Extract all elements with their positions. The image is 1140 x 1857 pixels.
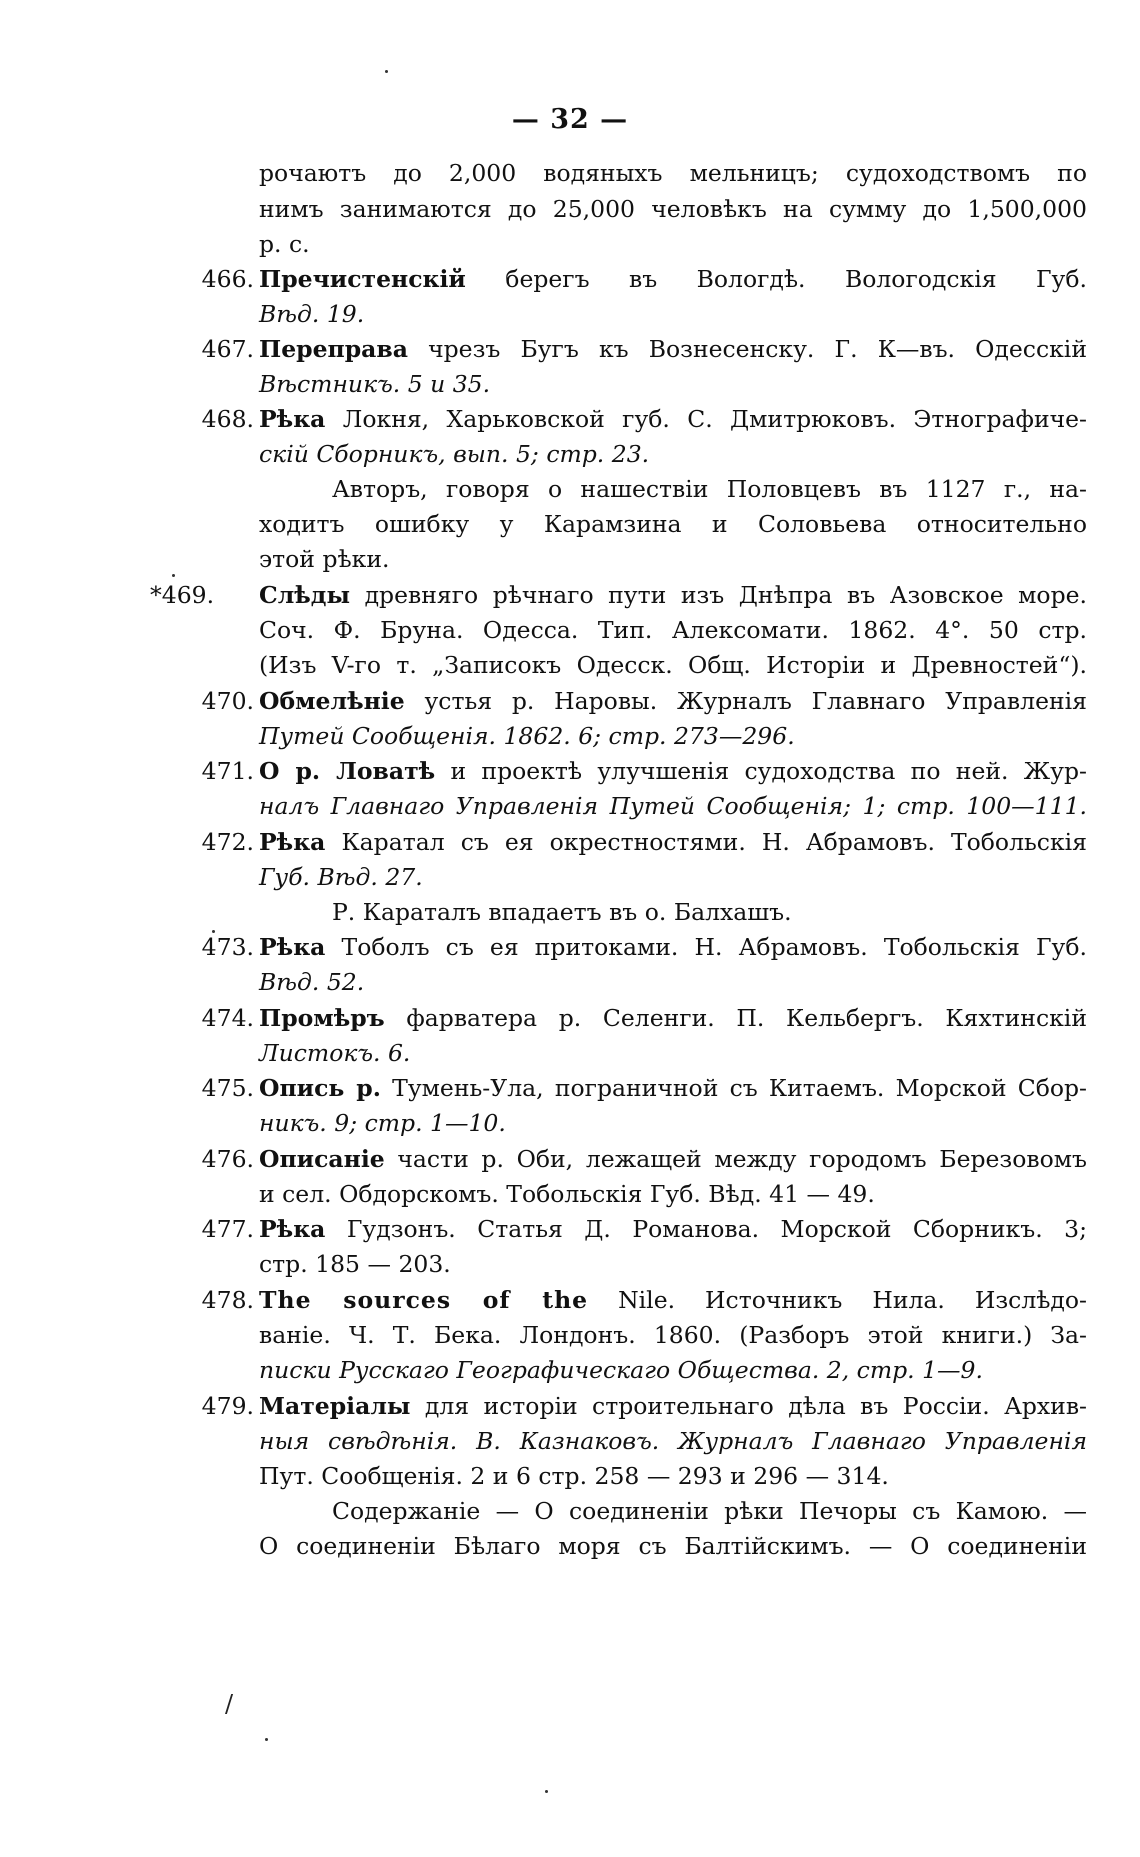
entry-number: 470. bbox=[201, 687, 254, 715]
entry-number: 474. bbox=[201, 1004, 254, 1032]
entry-number: 468. bbox=[201, 405, 254, 433]
scan-speck bbox=[545, 1790, 548, 1793]
entry-line: ныя свѣдѣнія. В. Казнаковъ. Журналъ Главнаго Управленія bbox=[259, 1427, 1087, 1455]
entry-line: Рѣка Локня, Харьковской губ. С. Дмитрюковъ. Этнографиче- bbox=[259, 405, 1087, 433]
entry-heading: Рѣка bbox=[259, 933, 326, 961]
entry-heading: Обмелѣніе bbox=[259, 687, 405, 715]
entry-heading: Опись р. bbox=[259, 1074, 381, 1102]
entry-line: Промѣръ фарватера р. Селенги. П. Кельбергъ. Кяхтинскій bbox=[259, 1004, 1087, 1032]
scan-mark: / bbox=[225, 1690, 234, 1718]
entry-line: Путей Сообщенія. 1862. 6; стр. 273—296. bbox=[259, 722, 795, 750]
entry-heading: The sources of the bbox=[259, 1286, 589, 1314]
entry-heading: Переправа bbox=[259, 335, 408, 363]
entry-number: 477. bbox=[201, 1215, 254, 1243]
scan-speck bbox=[212, 930, 215, 933]
entry-number: 476. bbox=[201, 1145, 254, 1173]
entry-line: О р. Ловатѣ и проектѣ улучшенія судоходства по ней. Жур- bbox=[259, 757, 1087, 785]
entry-line: Обмелѣніе устья р. Наровы. Журналъ Главнаго Управленія bbox=[259, 687, 1087, 715]
entry-number: 467. bbox=[201, 335, 254, 363]
entry-line: Вѣд. 52. bbox=[259, 968, 365, 996]
entry-line: Губ. Вѣд. 27. bbox=[259, 863, 423, 891]
entry-line: Описаніе части р. Оби, лежащей между городомъ Березовомъ bbox=[259, 1145, 1087, 1173]
entry-line: (Изъ V-го т. „Записокъ Одесск. Общ. Исторіи и Древностей“). bbox=[259, 651, 1087, 679]
entry-number: 471. bbox=[201, 757, 254, 785]
entry-line: Содержаніе — О соединеніи рѣки Печоры съ Камою. — bbox=[332, 1497, 1087, 1525]
entry-line: Пут. Сообщенія. 2 и 6 стр. 258 — 293 и 296 — 314. bbox=[259, 1462, 889, 1490]
entry-heading: Пречистенскій bbox=[259, 265, 466, 293]
entry-number: *469. bbox=[150, 581, 215, 609]
entry-line: Вѣд. 19. bbox=[259, 300, 365, 328]
scan-speck bbox=[385, 70, 388, 73]
entry-line: Вѣстникъ. 5 и 35. bbox=[259, 370, 491, 398]
page-number: — 32 — bbox=[511, 104, 629, 135]
entry-line: Слѣды древняго рѣчнаго пути изъ Днѣпра въ Азовское море. bbox=[259, 581, 1087, 609]
entry-line: писки Русскаго Географическаго Общества. 2, стр. 1—9. bbox=[259, 1356, 983, 1384]
entry-heading: Рѣка bbox=[259, 1215, 326, 1243]
entry-line: Р. Караталъ впадаетъ въ о. Балхашъ. bbox=[332, 898, 792, 926]
entry-heading: Рѣка bbox=[259, 405, 326, 433]
entry-heading: Матеріалы bbox=[259, 1392, 411, 1420]
entry-line: никъ. 9; стр. 1—10. bbox=[259, 1109, 506, 1137]
entry-heading: О р. Ловатѣ bbox=[259, 757, 436, 785]
entry-line: Рѣка Каратал съ ея окрестностями. Н. Абрамовъ. Тобольскія bbox=[259, 828, 1087, 856]
entry-line: скій Сборникъ, вып. 5; стр. 23. bbox=[259, 440, 650, 468]
entry-number: 475. bbox=[201, 1074, 254, 1102]
entry-line: стр. 185 — 203. bbox=[259, 1250, 451, 1278]
entry-line: Переправа чрезъ Бугъ къ Вознесенску. Г. К—въ. Одесскій bbox=[259, 335, 1087, 363]
entry-line: этой рѣки. bbox=[259, 545, 390, 573]
entry-heading: Промѣръ bbox=[259, 1004, 385, 1032]
entry-heading: Рѣка bbox=[259, 828, 326, 856]
entry-line: рочаютъ до 2,000 водяныхъ мельницъ; судоходствомъ по bbox=[259, 159, 1087, 187]
entry-line: О соединеніи Бѣлаго моря съ Балтійскимъ. — О соединеніи bbox=[259, 1532, 1087, 1560]
entry-line: Соч. Ф. Бруна. Одесса. Тип. Алексомати. 1862. 4°. 50 стр. bbox=[259, 616, 1087, 644]
entry-line: ходитъ ошибку у Карамзина и Соловьева относительно bbox=[259, 510, 1087, 538]
entry-number: 472. bbox=[201, 828, 254, 856]
entry-heading: Слѣды bbox=[259, 581, 351, 609]
entry-line: Листокъ. 6. bbox=[259, 1039, 411, 1067]
entry-line: Рѣка Тоболъ съ ея притоками. Н. Абрамовъ. Тобольскія Губ. bbox=[259, 933, 1087, 961]
entry-line: The sources of the Nile. Источникъ Нила. Изслѣдо- bbox=[259, 1286, 1087, 1314]
entry-line: Опись р. Тумень-Ула, пограничной съ Китаемъ. Морской Сбор- bbox=[259, 1074, 1088, 1102]
entry-line: Рѣка Гудзонъ. Статья Д. Романова. Морской Сборникъ. 3; bbox=[259, 1215, 1087, 1243]
scan-speck bbox=[265, 1738, 268, 1741]
entry-line: ваніе. Ч. Т. Бека. Лондонъ. 1860. (Разборъ этой книги.) За- bbox=[259, 1321, 1087, 1349]
entry-line: Матеріалы для исторіи строительнаго дѣла въ Россіи. Архив- bbox=[259, 1392, 1087, 1420]
entry-line: Авторъ, говоря о нашествіи Половцевъ въ 1127 г., на- bbox=[332, 475, 1087, 503]
entry-line: Пречистенскій берегъ въ Вологдѣ. Вологодскія Губ. bbox=[259, 265, 1087, 293]
entry-number: 479. bbox=[201, 1392, 254, 1420]
entry-line: налъ Главнаго Управленія Путей Сообщенія; 1; стр. 100—111. bbox=[259, 792, 1087, 820]
entry-number: 473. bbox=[201, 933, 254, 961]
entry-number: 478. bbox=[201, 1286, 254, 1314]
entry-heading: Описаніе bbox=[259, 1145, 385, 1173]
entry-line: нимъ занимаются до 25,000 человѣкъ на сумму до 1,500,000 bbox=[259, 195, 1087, 223]
scan-speck bbox=[172, 574, 175, 577]
entry-number: 466. bbox=[201, 265, 254, 293]
entry-line: и сел. Обдорскомъ. Тобольскія Губ. Вѣд. 41 — 49. bbox=[259, 1180, 875, 1208]
entry-line: р. с. bbox=[259, 230, 310, 258]
